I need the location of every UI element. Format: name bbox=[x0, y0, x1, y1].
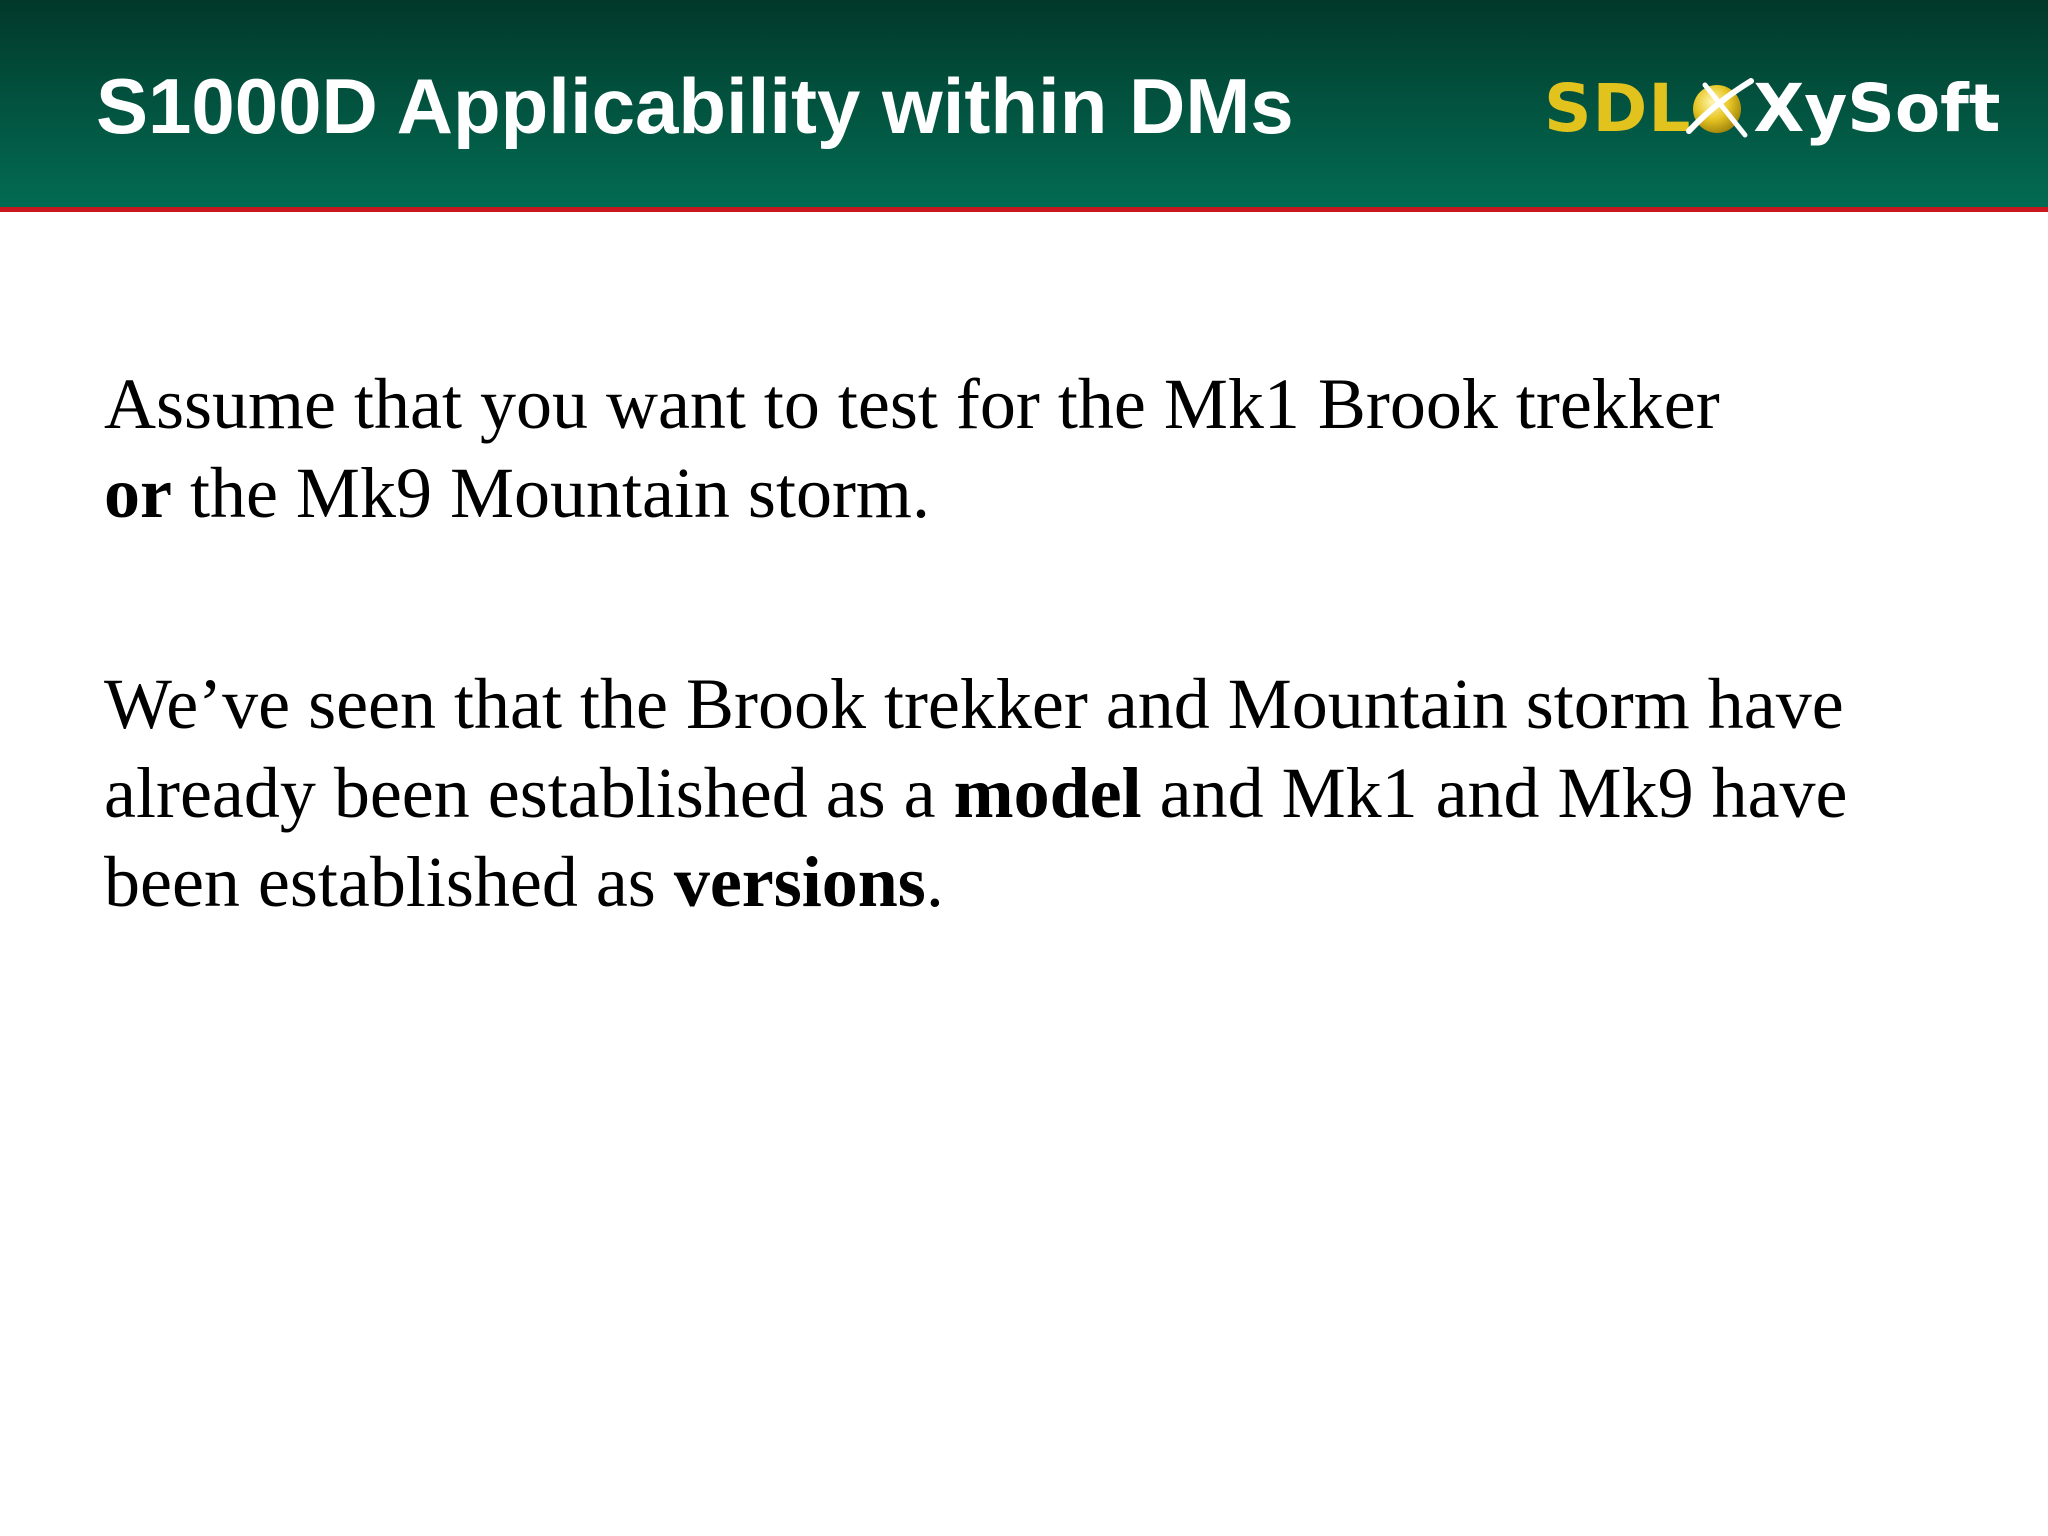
bold-model: model bbox=[953, 753, 1142, 833]
paragraph-established bbox=[104, 660, 1984, 927]
sdl-xysoft-logo bbox=[1544, 68, 2000, 148]
paragraph-established-part3: . bbox=[925, 842, 944, 922]
bold-or: or bbox=[104, 453, 172, 533]
slide-title: S1000D Applicability within DMs bbox=[96, 62, 1294, 150]
logo-xysoft-text: XySoft bbox=[1753, 69, 2001, 147]
paragraph-assumption-line2: the Mk9 Mountain storm. bbox=[171, 453, 930, 533]
paragraph-assumption-line1: Assume that you want to test for the Mk1 Brook trekker bbox=[104, 364, 1720, 444]
paragraph-established-part2: and Mk1 and Mk9 have been established as bbox=[104, 753, 1848, 922]
paragraph-established-part1: We’ve seen that the Brook trekker and Mountain storm have already been established as a bbox=[104, 664, 1844, 833]
paragraph-assumption bbox=[104, 360, 1984, 538]
title-bar bbox=[0, 0, 2048, 207]
logo-sdl-text: SDL bbox=[1544, 69, 1692, 147]
globe-swoosh-icon bbox=[1685, 73, 1755, 143]
bold-versions: versions bbox=[673, 842, 926, 922]
title-bar-red-rule bbox=[0, 207, 2048, 212]
